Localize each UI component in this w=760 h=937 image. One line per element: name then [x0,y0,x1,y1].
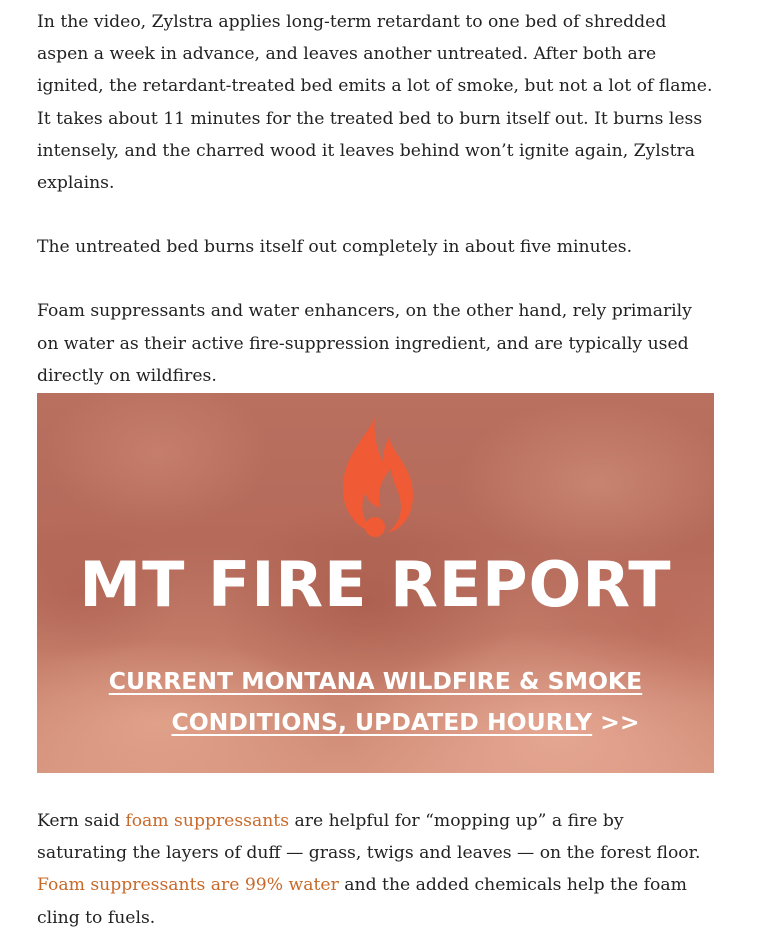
flame-icon [337,415,415,543]
banner-subtitle-line1[interactable]: CURRENT MONTANA WILDFIRE & SMOKE [108,667,643,695]
paragraph-video-description: In the video, Zylstra applies long-term retardant to one bed of shredded aspen a week in advance, and leaves another untreated. After both are ignited, the retardant-treated bed emits a lot of smoke, but not a lot of flame. It takes about 11 minutes for the treated bed to burn itself out. It burns less intensely, and the charred wood it leaves behind won’t ignite again, Zylstra explains. [37,12,713,194]
para4-text-3: and the added chemicals help the foam cling to fuels. [37,875,687,928]
banner-subtitle[interactable] [37,661,714,743]
banner-title: MT FIRE REPORT [79,548,672,621]
para4-text-1: Kern said [37,811,126,831]
banner-arrows[interactable]: >> [600,708,640,736]
paragraph-foam-mopping-up [37,805,717,934]
mt-fire-report-banner[interactable] [37,393,714,773]
para4-text-2: are helpful for “mopping up” a fire by saturating the layers of duff — grass, twigs and leaves — on the forest floor. [37,811,701,864]
article-body-continued [37,805,717,934]
banner-subtitle-line2[interactable]: CONDITIONS, UPDATED HOURLY [171,708,593,736]
link-foam-99-percent-water[interactable]: Foam suppressants are 99% water [37,875,339,896]
paragraph-foam-suppressants: Foam suppressants and water enhancers, on the other hand, rely primarily on water as their active fire-suppression ingredient, and are typically used directly on wildfires. [37,301,692,386]
link-foam-suppressants[interactable]: foam suppressants [125,811,290,831]
paragraph-untreated-bed: The untreated bed burns itself out completely in about five minutes. [37,237,633,258]
article-body [37,6,717,392]
